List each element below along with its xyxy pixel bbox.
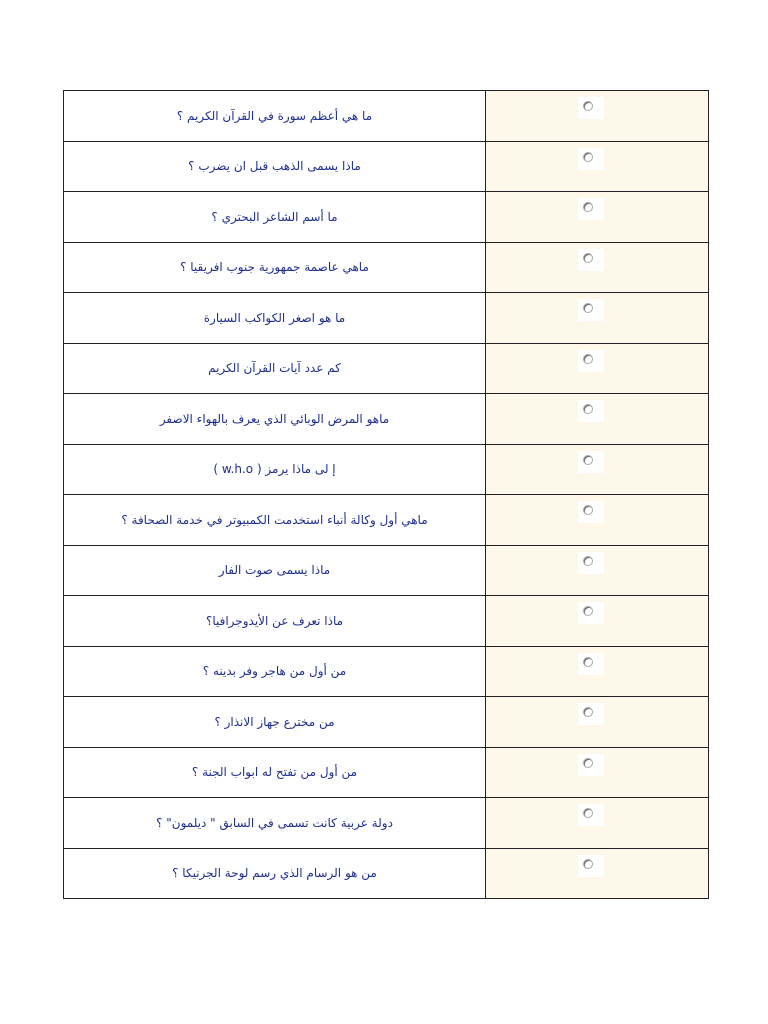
question-text: ماهي عاصمة جمهورية جنوب افريقيا ؟ [180, 260, 369, 275]
question-cell [64, 293, 486, 344]
answer-cell [486, 747, 709, 798]
question-cell [64, 141, 486, 192]
answer-cell [486, 495, 709, 546]
answer-radio-button[interactable] [578, 602, 604, 624]
question-row [64, 848, 709, 899]
answer-radio-button[interactable] [578, 299, 604, 321]
question-row [64, 91, 709, 142]
answer-cell [486, 444, 709, 495]
answer-radio-button[interactable] [578, 249, 604, 271]
question-cell [64, 747, 486, 798]
question-cell [64, 91, 486, 142]
question-text: من أول من تفتح له ابواب الجنة ؟ [191, 765, 358, 780]
question-cell [64, 394, 486, 445]
question-row [64, 545, 709, 596]
question-text: ماهي أول وكالة أنباء استخدمت الكمبيوتر في خدمة الصحافة ؟ [121, 512, 428, 527]
question-cell [64, 242, 486, 293]
question-cell [64, 495, 486, 546]
question-row [64, 293, 709, 344]
radio-button-icon[interactable] [583, 505, 593, 515]
question-text: ما هو اصغر الكواكب السيارة [203, 310, 346, 325]
radio-button-icon[interactable] [583, 707, 593, 717]
question-text: كم عدد آيات القرآن الكريم [208, 361, 341, 376]
answer-radio-button[interactable] [578, 501, 604, 523]
answer-radio-button[interactable] [578, 350, 604, 372]
answer-radio-button[interactable] [578, 97, 604, 119]
answer-cell [486, 141, 709, 192]
answer-radio-button[interactable] [578, 148, 604, 170]
question-cell [64, 798, 486, 849]
answer-cell [486, 697, 709, 748]
answer-cell [486, 343, 709, 394]
quiz-table [63, 90, 709, 899]
question-row [64, 747, 709, 798]
question-text: ما أسم الشاعر البحتري ؟ [211, 209, 338, 224]
quiz-table-body [64, 91, 709, 899]
radio-button-icon[interactable] [583, 556, 593, 566]
answer-cell [486, 798, 709, 849]
answer-cell [486, 848, 709, 899]
question-cell [64, 444, 486, 495]
answer-radio-button[interactable] [578, 451, 604, 473]
question-cell [64, 697, 486, 748]
question-row [64, 697, 709, 748]
radio-button-icon[interactable] [583, 101, 593, 111]
question-cell [64, 848, 486, 899]
answer-cell [486, 242, 709, 293]
radio-button-icon[interactable] [583, 758, 593, 768]
question-text: ماذا يسمى صوت الفار [218, 563, 331, 578]
answer-cell [486, 394, 709, 445]
question-cell [64, 596, 486, 647]
answer-cell [486, 91, 709, 142]
question-text: دولة عربية كانت تسمى في السابق " ديلمون" ؟ [156, 815, 393, 830]
answer-radio-button[interactable] [578, 653, 604, 675]
question-text: ماهو المرض الوبائي الذي يعرف بالهواء الاصفر [159, 411, 390, 426]
radio-button-icon[interactable] [583, 202, 593, 212]
question-row [64, 343, 709, 394]
question-row [64, 495, 709, 546]
answer-radio-button[interactable] [578, 552, 604, 574]
question-text: ماذا تعرف عن الأيدوجرافيا؟ [205, 613, 344, 628]
radio-button-icon[interactable] [583, 152, 593, 162]
radio-button-icon[interactable] [583, 808, 593, 818]
question-text: من مخترع جهاز الانذار ؟ [214, 714, 335, 729]
answer-radio-button[interactable] [578, 703, 604, 725]
question-text: من هو الرسام الذي رسم لوحة الجرنيكا ؟ [172, 866, 377, 881]
question-row [64, 192, 709, 243]
question-row [64, 444, 709, 495]
question-text: ماذا يسمى الذهب قبل ان يضرب ؟ [188, 159, 361, 174]
question-row [64, 798, 709, 849]
question-row [64, 596, 709, 647]
answer-cell [486, 293, 709, 344]
radio-button-icon[interactable] [583, 354, 593, 364]
answer-cell [486, 192, 709, 243]
answer-cell [486, 646, 709, 697]
question-cell [64, 343, 486, 394]
question-text: من أول من هاجر وفر بدينه ؟ [202, 664, 347, 679]
radio-button-icon[interactable] [583, 859, 593, 869]
radio-button-icon[interactable] [583, 253, 593, 263]
question-cell [64, 192, 486, 243]
radio-button-icon[interactable] [583, 303, 593, 313]
question-row [64, 242, 709, 293]
question-cell [64, 646, 486, 697]
answer-radio-button[interactable] [578, 855, 604, 877]
answer-cell [486, 545, 709, 596]
question-cell [64, 545, 486, 596]
answer-radio-button[interactable] [578, 198, 604, 220]
question-row [64, 141, 709, 192]
radio-button-icon[interactable] [583, 455, 593, 465]
answer-radio-button[interactable] [578, 400, 604, 422]
radio-button-icon[interactable] [583, 606, 593, 616]
question-row [64, 646, 709, 697]
radio-button-icon[interactable] [583, 657, 593, 667]
question-text: إ لى ماذا يرمز ( w.h.o ) [213, 462, 336, 477]
question-text: ما هي أعظم سورة في القرآن الكريم ؟ [176, 108, 373, 123]
answer-radio-button[interactable] [578, 804, 604, 826]
radio-button-icon[interactable] [583, 404, 593, 414]
answer-cell [486, 596, 709, 647]
question-row [64, 394, 709, 445]
answer-radio-button[interactable] [578, 754, 604, 776]
